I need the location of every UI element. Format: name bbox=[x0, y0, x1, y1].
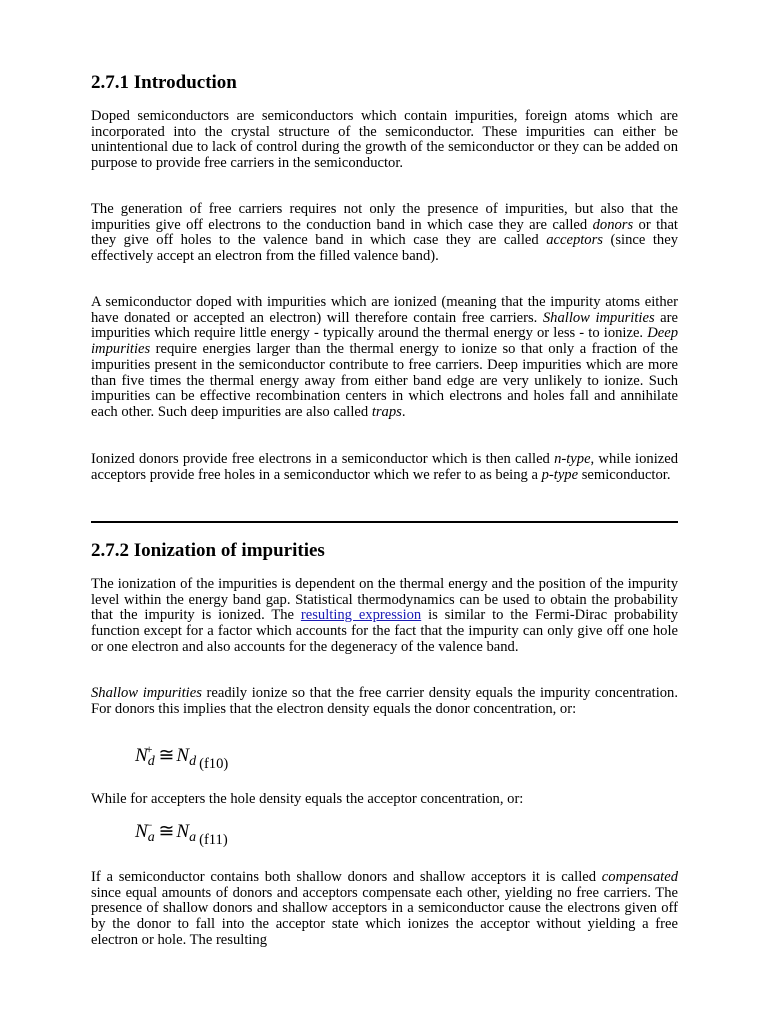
text-span: A semiconductor doped with impurities which are ionized (meaning that the impurity atoms either have donated or accepted an electron) will therefore contain free carriers. bbox=[91, 294, 678, 326]
heading-introduction: 2.7.1 Introduction bbox=[91, 72, 237, 93]
section-divider bbox=[91, 521, 678, 523]
term-compensated: compensated bbox=[601, 869, 678, 885]
term-shallow-impurities: Shallow impurities bbox=[542, 309, 655, 326]
equation-f11 bbox=[135, 818, 228, 848]
ionization-paragraph-3: While for accepters the hole density equals the acceptor concentration, or: bbox=[91, 791, 524, 807]
text-span: Ionized donors provide free electrons in a semiconductor which is then called bbox=[91, 451, 555, 467]
eq-symbol: N bbox=[176, 745, 190, 766]
eq-symbol: N bbox=[135, 745, 148, 766]
eq-subscript: a bbox=[189, 830, 197, 845]
eq-superscript: − bbox=[145, 818, 153, 832]
term-p-type: p-type bbox=[541, 466, 579, 483]
ionization-paragraph-1 bbox=[91, 577, 678, 656]
intro-paragraph-2 bbox=[91, 202, 678, 265]
ionization-paragraph-2 bbox=[91, 686, 678, 717]
equation-tag: (f11) bbox=[199, 832, 228, 848]
eq-symbol: N bbox=[176, 821, 190, 842]
term-n-type: n-type bbox=[554, 451, 591, 467]
term-deep-impurities: Deep impurities bbox=[91, 325, 678, 358]
text-span: (since they effectively accept an electron from the filled valence band). bbox=[91, 232, 678, 265]
equation-tag: (f10) bbox=[199, 756, 229, 772]
text-span: or that they give off holes to the valence band in which case they are called bbox=[91, 216, 678, 249]
eq-superscript: + bbox=[145, 742, 153, 756]
text-span: require energies larger than the thermal energy to ionize so that only a fraction of the impurities present in the semiconductor contribute to free carriers. Deep impurities which are more than five times the thermal energy away from either band edge are very unlikely to ionize. Such impurities can be effective recombination centers in which electrons and holes fall and annihilate each other. Such deep impurities are also called bbox=[91, 341, 678, 420]
text-span: The ionization of the impurities is dependent on the thermal energy and the position of the impurity level within the energy band gap. Statistical thermodynamics can be used to obtain the probability that the impurity is ionized. The bbox=[91, 576, 678, 624]
text-span: semiconductor. bbox=[578, 466, 671, 483]
term-traps: traps bbox=[371, 403, 402, 420]
resulting-expression-link[interactable]: resulting expression bbox=[300, 607, 422, 624]
text-span: . bbox=[401, 403, 406, 420]
eq-symbol: N bbox=[135, 821, 148, 842]
text-span: , while ionized acceptors provide free holes in a semiconductor which we refer to as being a bbox=[91, 451, 678, 483]
eq-operator: ≅ bbox=[158, 745, 175, 766]
heading-ionization: 2.7.2 Ionization of impurities bbox=[91, 540, 325, 561]
equation-f10 bbox=[135, 742, 229, 772]
text-span: is similar to the Fermi-Dirac probability function except for a factor which accounts for the fact that the impurity can only give off one hole or one electron and also accounts for the degeneracy of the valence band. bbox=[91, 607, 678, 655]
text-span: If a semiconductor contains both shallow donors and shallow acceptors it is called bbox=[91, 869, 602, 885]
intro-paragraph-1: Doped semiconductors are semiconductors which contain impurities, foreign atoms which are incorporated into the crystal structure of the semiconductor. These impurities can either be unintentional due to lack of control during the growth of the semiconductor or they can be added on purpose to provide free carriers in the semiconductor. bbox=[91, 108, 678, 172]
term-shallow-impurities: Shallow impurities bbox=[91, 685, 202, 701]
eq-subscript: d bbox=[147, 754, 155, 769]
eq-subscript: d bbox=[189, 754, 197, 769]
intro-paragraph-3 bbox=[91, 295, 678, 421]
text-span: are impurities which require little energy - typically around the thermal energy or less - to ionize. bbox=[91, 309, 678, 342]
term-acceptors: acceptors bbox=[546, 232, 603, 249]
text-span: since equal amounts of donors and acceptors compensate each other, yielding no free carriers. The presence of shallow donors and shallow acceptors in a semiconductor cause the electrons given off by the donor to fall into the acceptor state which ionizes the acceptor without yielding a free electron or hole. The resulting bbox=[91, 884, 678, 948]
intro-paragraph-4 bbox=[91, 452, 678, 483]
eq-subscript: a bbox=[147, 830, 155, 845]
eq-operator: ≅ bbox=[158, 821, 175, 842]
term-donors: donors bbox=[592, 216, 634, 233]
text-span: The generation of free carriers requires not only the presence of impurities, but also that the impurities give off electrons to the conduction band in which case they are called bbox=[91, 201, 678, 233]
text-span: readily ionize so that the free carrier density equals the impurity concentration. For donors this implies that the electron density equals the donor concentration, or: bbox=[91, 685, 678, 717]
ionization-paragraph-4 bbox=[91, 870, 678, 949]
